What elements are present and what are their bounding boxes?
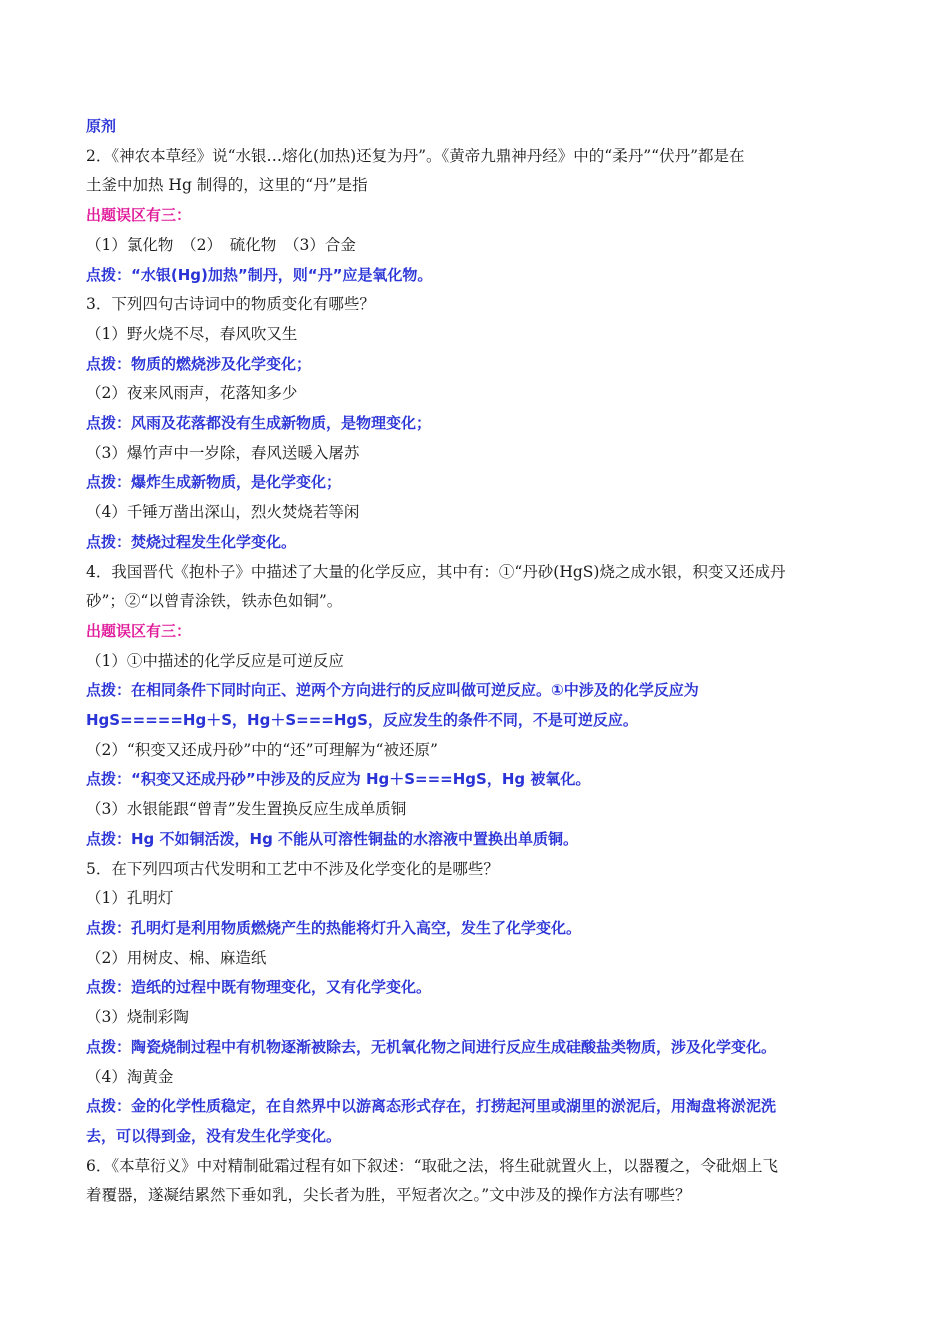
- text-line: （1）孔明灯: [86, 889, 174, 908]
- hint-line: 点拨：Hg 不如铜活泼，Hg 不能从可溶性铜盐的水溶液中置换出单质铜。: [86, 829, 579, 848]
- text-line: （1）野火烧不尽，春风吹又生: [86, 324, 298, 343]
- text-line: （1）①中描述的化学反应是可逆反应: [86, 651, 344, 670]
- text-line: （4）千锤万凿出深山，烈火焚烧若等闲: [86, 503, 360, 522]
- document-page: [86, 112, 866, 1211]
- hint-line: 点拨：陶瓷烧制过程中有机物逐渐被除去，无机氧化物之间进行反应生成硅酸盐类物质，涉及化学变化。: [86, 1037, 777, 1056]
- text-line: 6．《本草衍义》中对精制砒霜过程有如下叙述：“取砒之法，将生砒就置火上，以器覆之，令砒烟上飞: [86, 1156, 779, 1175]
- hint-line: 点拨：焚烧过程发生化学变化。: [86, 532, 297, 551]
- pitfall-heading: 出题误区有三：: [86, 206, 192, 225]
- hint-line: 点拨：风雨及花落都没有生成新物质，是物理变化；: [86, 414, 432, 433]
- text-line: 土釜中加热 Hg 制得的，这里的“丹”是指: [86, 176, 368, 195]
- hint-line: 去，可以得到金，没有发生化学变化。: [86, 1126, 342, 1145]
- text-line: 着覆器，遂凝结累然下垂如乳，尖长者为胜，平短者次之。”文中涉及的操作方法有哪些？: [86, 1186, 691, 1205]
- text-line: 2．《神农本草经》说“水银…熔化(加热)还复为丹”。《黄帝九鼎神丹经》中的“柔丹”“伏丹”都是在: [86, 146, 745, 165]
- text-line: （2）“积变又还成丹砂”中的“还”可理解为“被还原”: [86, 740, 438, 759]
- hint-line: HgS=====Hg＋S，Hg＋S===HgS，反应发生的条件不同，不是可逆反应。: [86, 711, 638, 730]
- text-line: （1）氯化物 （2） 硫化物 （3）合金: [86, 235, 356, 254]
- text-line: 3．下列四句古诗词中的物质变化有哪些？: [86, 295, 375, 314]
- hint-line: 点拨：“水银(Hg)加热”制丹，则“丹”应是氧化物。: [86, 265, 433, 284]
- hint-line: 点拨：“积变又还成丹砂”中涉及的反应为 Hg＋S===HgS，Hg 被氧化。: [86, 770, 591, 789]
- pitfall-heading: 出题误区有三：: [86, 621, 192, 640]
- hint-line: 点拨：金的化学性质稳定，在自然界中以游离态形式存在，打捞起河里或湖里的淤泥后，用淘盘将淤泥洗: [86, 1097, 777, 1116]
- hint-line: 点拨：孔明灯是利用物质燃烧产生的热能将灯升入高空，发生了化学变化。: [86, 918, 582, 937]
- text-line: （3）烧制彩陶: [86, 1008, 189, 1027]
- hint-line: 点拨：爆炸生成新物质，是化学变化；: [86, 473, 342, 492]
- hint-line: 点拨：在相同条件下同时向正、逆两个方向进行的反应叫做可逆反应。①中涉及的化学反应为: [86, 681, 699, 700]
- text-line: 5．在下列四项古代发明和工艺中不涉及化学变化的是哪些？: [86, 859, 499, 878]
- text-line: （3）爆竹声中一岁除，春风送暖入屠苏: [86, 443, 360, 462]
- hint-line: 点拨：物质的燃烧涉及化学变化；: [86, 354, 312, 373]
- hint-line: 原剂: [86, 117, 117, 135]
- text-line: （3）水银能跟“曾青”发生置换反应生成单质铜: [86, 800, 407, 819]
- text-line: （2）用树皮、棉、麻造纸: [86, 948, 267, 967]
- text-line: 4．我国晋代《抱朴子》中描述了大量的化学反应，其中有：①“丹砂(HgS)烧之成水银，积变又还成丹: [86, 562, 786, 581]
- text-line: 砂”；②“以曾青涂铁，铁赤色如铜”。: [86, 592, 343, 611]
- text-line: （4）淘黄金: [86, 1067, 174, 1086]
- text-line: （2）夜来风雨声，花落知多少: [86, 384, 298, 403]
- hint-line: 点拨：造纸的过程中既有物理变化，又有化学变化。: [86, 978, 432, 997]
